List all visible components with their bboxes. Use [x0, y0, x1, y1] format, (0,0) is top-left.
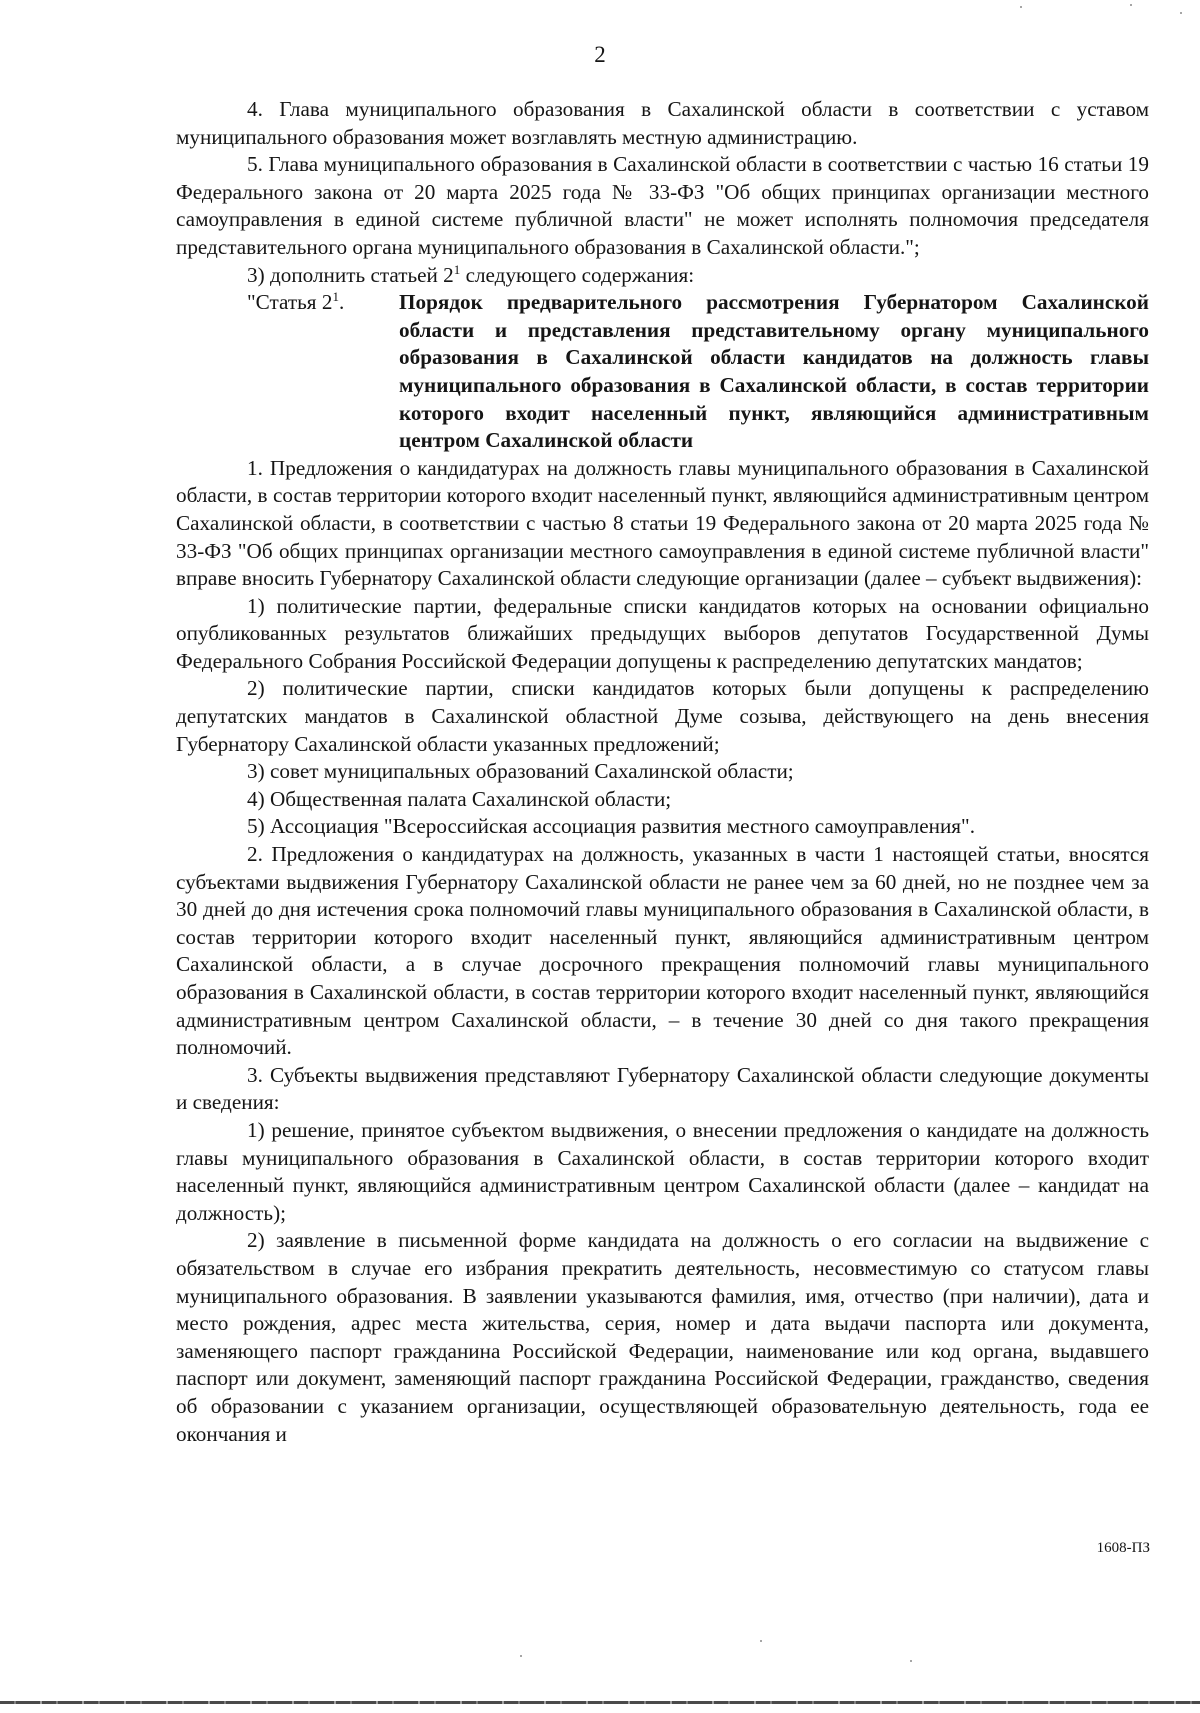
- scan-speck: [910, 1660, 912, 1662]
- scan-speck: [520, 1655, 522, 1657]
- list-item: 4) Общественная палата Сахалинской области;: [247, 786, 672, 811]
- amendment-text: 3) дополнить статьей 2: [247, 262, 454, 287]
- list-item: 1) политические партии, федеральные списки кандидатов которых на основании официально опубликованных результатов ближайших предыдущих выборов депутатов Государственной Думы Федерального Собрания Российской Федерации допущены к распределению депутатских мандатов;: [176, 593, 1149, 673]
- scan-border-line: [0, 1701, 1200, 1704]
- article-label: [176, 289, 399, 455]
- article-label-sup: 1: [332, 289, 339, 305]
- paragraph: 4. Глава муниципального образования в Сахалинской области в соответствии с уставом муниципального образования может возглавлять местную администрацию.: [176, 97, 1149, 149]
- list-item: 3) совет муниципальных образований Сахалинской области;: [247, 759, 794, 784]
- amendment-paragraph: [176, 262, 1149, 290]
- list-item: 5) Ассоциация "Всероссийская ассоциация развития местного самоуправления".: [247, 814, 975, 839]
- list-item: 1) решение, принятое субъектом выдвижения, о внесении предложения о кандидате на должность главы муниципального образования в Сахалинской области, в состав территории которого входит населенный пункт, являющийся административным центром Сахалинской области (далее – кандидат на должность);: [176, 1117, 1149, 1225]
- amendment-sup: 1: [453, 261, 461, 277]
- amendment-text-tail: следующего содержания:: [460, 262, 695, 287]
- scan-speck: [1180, 12, 1182, 14]
- paragraph: 3. Субъекты выдвижения представляют Губернатору Сахалинской области следующие документы и сведения:: [176, 1062, 1149, 1115]
- article-label-dot: .: [338, 290, 345, 315]
- list-item: 2) заявление в письменной форме кандидата на должность о его согласии на выдвижение с обязательством в случае его избрания прекратить деятельность, несовместимую со статусом главы муниципального образования. В заявлении указываются фамилия, имя, отчество (при наличии), дата и место рождения, адрес места жительства, серия, номер и дата выдачи паспорта или документа, заменяющего паспорт гражданина Российской Федерации, наименование или код органа, выдавшего паспорт или документ, заменяющий паспорт гражданина Российской Федерации, гражданство, сведения об образовании с указанием организации, осуществляющей образовательную деятельность, года ее окончания и: [176, 1228, 1149, 1446]
- scan-speck: [760, 1640, 762, 1642]
- list-item: 2) политические партии, списки кандидатов которых были допущены к распределению депутатских мандатов в Сахалинской областной Думе созыва, действующего на день внесения Губернатору Сахалинской области указанных предложений;: [176, 676, 1149, 756]
- document-code: 1608-ПЗ: [1096, 1540, 1150, 1556]
- paragraph: 1. Предложения о кандидатурах на должность главы муниципального образования в Сахалинской области, в состав территории которого входит населенный пункт, являющийся административным центром Сахалинской области, в соответствии с частью 8 статьи 19 Федерального закона от 20 марта 2025 года № 33-ФЗ "Об общих принципах организации местного самоуправления в единой системе публичной власти" вправе вносить Губернатору Сахалинской области следующие организации (далее – субъект выдвижения):: [176, 455, 1149, 591]
- article-title: Порядок предварительного рассмотрения Губернатором Сахалинской области и представления представительному органу муниципального образования в Сахалинской области кандидатов на должность главы муниципального образования в Сахалинской области, в состав территории которого входит населенный пункт, являющийся административным центром Сахалинской области: [399, 290, 1149, 453]
- page-number: 2: [594, 42, 606, 67]
- article-heading: [176, 289, 1149, 455]
- document-body: [176, 96, 1149, 1448]
- paragraph: 2. Предложения о кандидатурах на должность, указанных в части 1 настоящей статьи, вносятся субъектами выдвижения Губернатору Сахалинской области не ранее чем за 60 дней, но не позднее чем за 30 дней до дня истечения срока полномочий главы муниципального образования в Сахалинской области, в состав территории которого входит населенный пункт, являющийся административным центром Сахалинской области, а в случае досрочного прекращения полномочий главы муниципального образования в Сахалинской области, в состав территории которого входит населенный пункт, являющийся административным центром Сахалинской области, – в течение 30 дней со дня такого прекращения полномочий.: [176, 842, 1149, 1060]
- paragraph: 5. Глава муниципального образования в Сахалинской области в соответствии с частью 16 статьи 19 Федерального закона от 20 марта 2025 года № 33-ФЗ "Об общих принципах организации местного самоуправления в единой системе публичной власти" не может исполнять полномочия председателя представительного органа муниципального образования в Сахалинской области.";: [176, 152, 1149, 259]
- scan-speck: [1130, 4, 1132, 6]
- scan-speck: [1020, 6, 1022, 8]
- article-label-text: "Статья 2: [247, 290, 333, 315]
